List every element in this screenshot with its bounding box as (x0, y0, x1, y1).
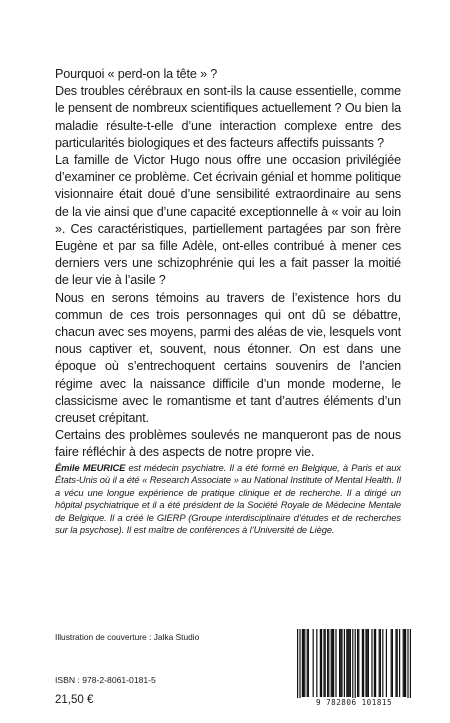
barcode-bar (357, 629, 358, 697)
barcode-bar (347, 629, 348, 697)
paragraph-characters: Nous en serons témoins au travers de l’existence hors du commun de ces trois personnages qui ont dû se débattre, chacun avec ses moyens, parmi des aléas de vie, lesquels vont nous captiver et, souvent, nous étonner. On est dans une époque où s’entrechoquent certains souvenirs de l’ancien régime avec la naissance difficile d’un monde moderne, le classicisme avec le romantisme et tant d’autres éléments d’un creuset crépitant. (55, 290, 401, 426)
barcode-bar (368, 629, 369, 697)
barcode-bar (358, 629, 359, 697)
barcode-bar (325, 629, 326, 697)
barcode-bar (327, 629, 328, 697)
barcode-bar (350, 629, 351, 697)
author-bio-text: est médecin psychiatre. Il a été formé en Belgique, à Paris et aux États-Unis où il a été « Research Associate » au National Institute of Mental Health. Il a vécu une longue expérience de pratique clinique et de recherche. Il a dirigé un hôpital psychiatrique et il a été président de la Société Royale de Médecine Mentale de Belgique. Il a créé le GIERP (Groupe interdisciplinaire d’études et de recherches sur la psychose). Il est maître de conférences à l’Université de Liège. (55, 462, 401, 536)
barcode-bar (299, 629, 300, 701)
barcode-bar (320, 629, 321, 697)
author-name: Émile MEURICE (55, 462, 126, 473)
barcode-bar (352, 629, 353, 701)
barcode-bar (363, 629, 364, 697)
barcode-bar (307, 629, 308, 697)
barcode-bar (362, 629, 363, 697)
barcode-bar (346, 629, 347, 697)
paragraph-hugo-family: La famille de Victor Hugo nous offre une occasion privilégiée d’examiner ce problème. Cet écrivain génial et homme politique visionnaire était doué d’une sensibilité extraordinaire au sens de la vie ainsi que d’une capacité exceptionnelle à « voir au loin ». Ces caractéristiques, partiellement partagées par son frère Eugène et par sa fille Adèle, ont-elles contribué à mener ces derniers vers une schizophrénie qui les a fait passer la moitié de leur vie à l’asile ? (55, 153, 401, 288)
barcode-bar (395, 629, 396, 697)
barcode-bar (382, 629, 383, 697)
barcode-bar (341, 629, 342, 697)
barcode-bar (303, 629, 304, 697)
barcode-bar (386, 629, 387, 697)
barcode-bar (379, 629, 380, 697)
barcode-bar (333, 629, 334, 697)
barcode-bar (397, 629, 398, 697)
barcode-bar (339, 629, 340, 697)
paragraph-causes: Des troubles cérébraux en sont-ils la cause essentielle, comme le pensent de nombreux scientifiques actuellement ? Ou bien la maladie résulte-t-elle d’une interaction complexe entre des particularités biologiques et des facteurs affectifs puissants ? (55, 84, 401, 150)
barcode-bar (404, 629, 405, 697)
barcode-bar (375, 629, 376, 697)
intro-question: Pourquoi « perd-on la tête » ? (55, 67, 218, 81)
barcode-bar (323, 629, 324, 697)
barcode-bar (328, 629, 329, 697)
barcode-bar (304, 629, 305, 697)
barcode-bar (349, 629, 350, 697)
barcode-bar (371, 629, 372, 697)
barcode-bar (297, 629, 298, 701)
barcode-bar (374, 629, 375, 697)
price: 21,50 € (55, 694, 94, 706)
back-cover-text (55, 66, 401, 462)
isbn: ISBN : 978-2-8061-0181-5 (55, 675, 156, 685)
cover-credit: Illustration de couverture : Jalka Studio (55, 632, 200, 642)
barcode-bar (316, 629, 317, 697)
barcode-bar (308, 629, 309, 697)
barcode-bar (399, 629, 400, 697)
author-bio (55, 462, 401, 536)
barcode-bar (405, 629, 406, 697)
barcode-bar (335, 629, 336, 697)
barcode-bar (340, 629, 341, 697)
barcode-bar (321, 629, 322, 697)
barcode-bar (403, 629, 404, 697)
barcode-bar (355, 629, 356, 701)
barcode-bar (380, 629, 381, 697)
barcode-bar (407, 629, 408, 701)
barcode-bar (344, 629, 345, 697)
barcode-bar (313, 629, 314, 697)
barcode-bar (302, 629, 303, 697)
barcode-bar (367, 629, 368, 697)
barcode-digits: 9 782806 101815 (290, 698, 418, 707)
barcode-bar (410, 629, 411, 701)
paragraph-closing: Certains des problèmes soulevés ne manqueront pas de nous faire réfléchir à des aspects de notre propre vie. (55, 428, 401, 460)
barcode-bar (392, 629, 393, 697)
barcode-bar (391, 629, 392, 697)
barcode-bar (365, 629, 366, 697)
barcode-bar (332, 629, 333, 697)
barcode-bar (331, 629, 332, 697)
